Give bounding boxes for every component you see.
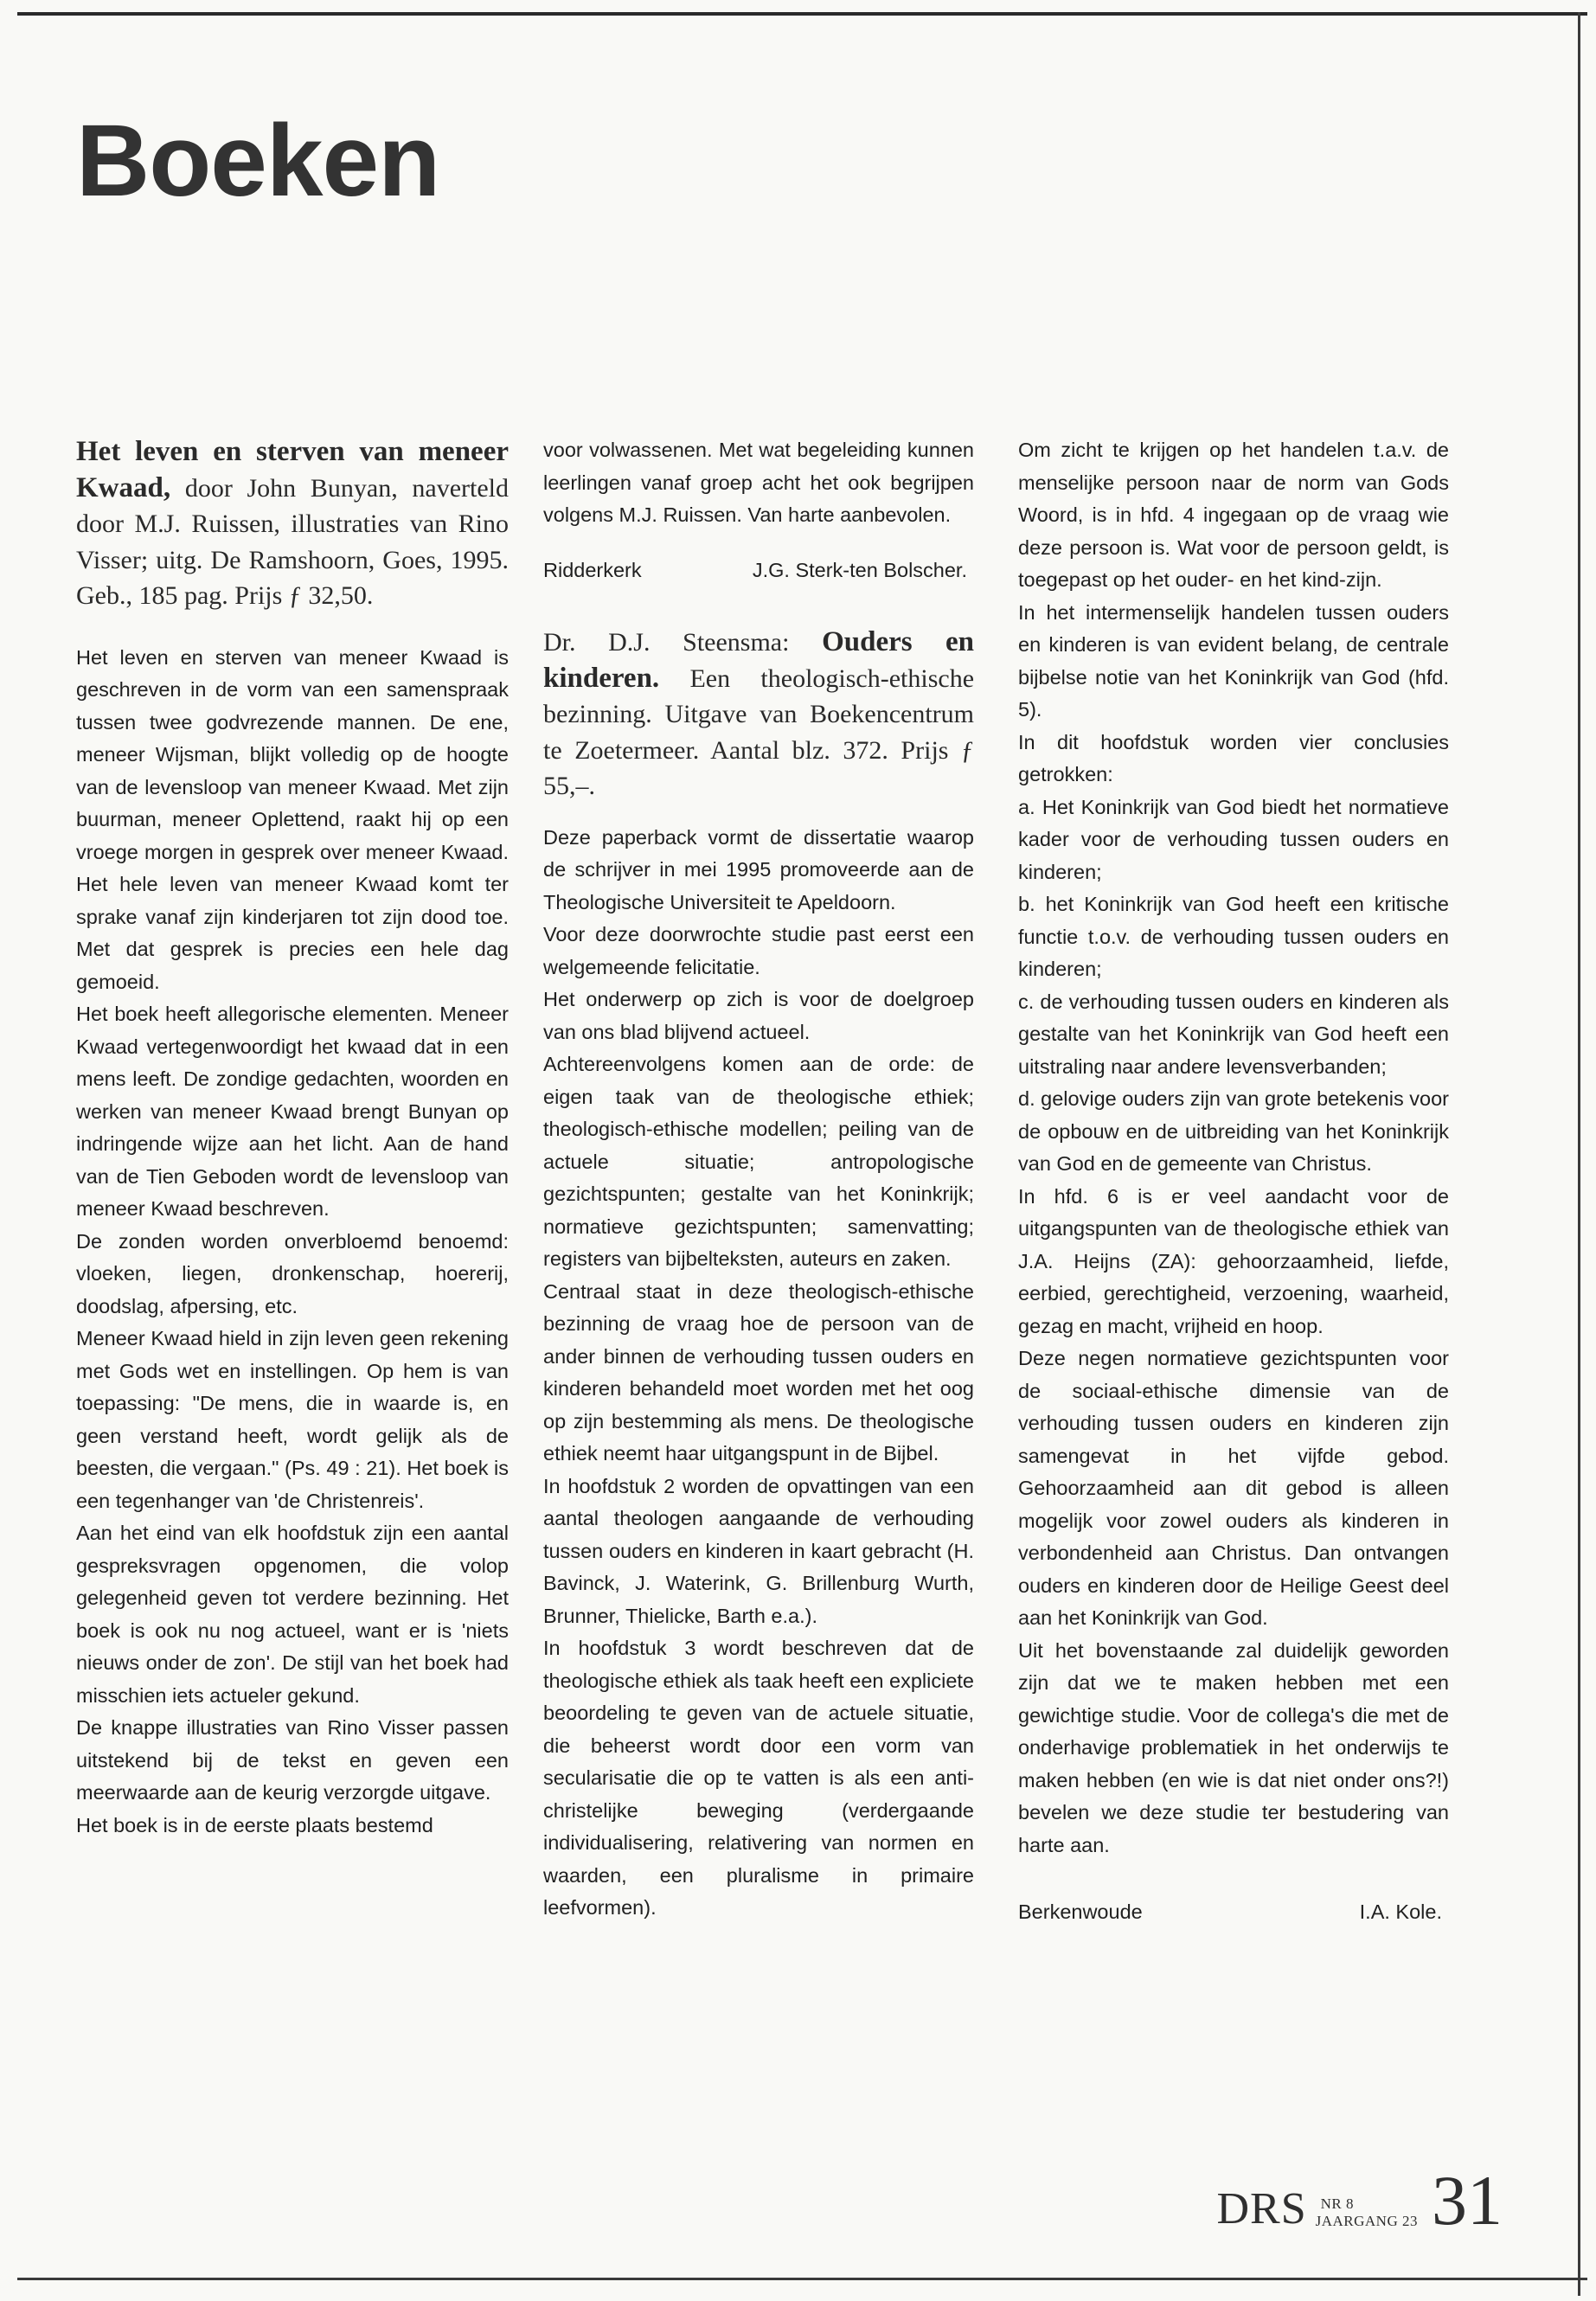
paragraph: b. het Koninkrijk van God heeft een kritische functie t.o.v. de verhouding tussen ouders en kinderen; bbox=[1018, 893, 1449, 980]
issue-meta bbox=[1316, 2195, 1418, 2230]
signature-place: Berkenwoude bbox=[1018, 1900, 1143, 1923]
paragraph: Uit het bovenstaande zal duidelijk geworden zijn dat we te maken hebben met een gewichtige studie. Voor de collega's die met de onderhavige problematiek in het onderwijs te maken hebben (en wie is dat niet onder ons?!) bevelen we deze studie ter bestudering van harte aan. bbox=[1018, 1638, 1449, 1856]
paragraph: a. Het Koninkrijk van God biedt het normatieve kader voor de verhouding tussen ouders en kinderen; bbox=[1018, 795, 1449, 883]
signature-name: J.G. Sterk-ten Bolscher. bbox=[752, 558, 967, 581]
paragraph: Om zicht te krijgen op het handelen t.a.v. de menselijke persoon naar de norm van Gods Woord, is in hfd. 4 ingegaan op de vraag wie deze persoon is. Wat voor de persoon geldt, is toegepast op het ouder- en het kind-zijn. bbox=[1018, 439, 1449, 591]
paragraph: In dit hoofdstuk worden vier conclusies getrokken: bbox=[1018, 730, 1449, 785]
review-1-body-col-1 bbox=[76, 642, 509, 1843]
paragraph: Aan het eind van elk hoofdstuk zijn een aantal gespreksvragen opgenomen, die volop gelegenheid geven tot verdere bezinning. Het boek is ook nu nog actueel, want er is 'niets nieuws onder de zon'. De stijl van het boek had misschien iets actueler gekund. bbox=[76, 1522, 509, 1707]
page-number: 31 bbox=[1432, 2161, 1503, 2240]
review-2-title: Ouders en kinderen. bbox=[543, 626, 975, 694]
review-1-header bbox=[76, 434, 509, 614]
paragraph: In hoofdstuk 3 wordt beschreven dat de theologische ethiek als taak heeft een expliciete beoordeling te geven van de actuele situatie, die beheerst wordt door een vorm van secularisatie die op te vatten is als een anti-christelijke beweging (verdergaande individualisering, relativering van normen en waarden, een pluralisme in primaire leefvormen). bbox=[543, 1637, 974, 1919]
paragraph: Centraal staat in deze theologisch-ethische bezinning de vraag hoe de persoon van de ander binnen de verhouding tussen ouders en kinderen behandeld moet worden met het oog op zijn bestemming als mens. De theologische ethiek neemt haar uitgangspunt in de Bijbel. bbox=[543, 1279, 974, 1465]
paragraph: Deze paperback vormt de dissertatie waarop de schrijver in mei 1995 promoveerde aan de Theologische Universiteit te Apeldoorn. bbox=[543, 825, 974, 913]
paragraph: De zonden worden onverbloemd benoemd: vloeken, liegen, dronkenschap, hoererij, doodslag, afpersing, etc. bbox=[76, 1229, 509, 1317]
page-footer bbox=[1216, 2161, 1503, 2240]
paragraph: Het boek is in de eerste plaats bestemd bbox=[76, 1813, 433, 1836]
column-1 bbox=[76, 434, 509, 1842]
paragraph: c. de verhouding tussen ouders en kinderen als gestalte van het Koninkrijk van God heeft een uitstraling naar andere levensverbanden; bbox=[1018, 990, 1449, 1078]
signature-name: I.A. Kole. bbox=[1359, 1900, 1442, 1923]
paragraph: Deze negen normatieve gezichtspunten voor de sociaal-ethische dimensie van de verhouding tussen ouders en kinderen zijn samengevat in het vijfde gebod. Gehoorzaamheid aan dit gebod is alleen mogelijk voor zowel ouders als kinderen in verbondenheid aan Christus. Dan ontvangen ouders en kinderen door de Heilige Geest deel aan het Koninkrijk van God. bbox=[1018, 1347, 1449, 1629]
paragraph: In hfd. 6 is er veel aandacht voor de uitgangspunten van de theologische ethiek van J.A. Heijns (ZA): gehoorzaamheid, liefde, eerbied, gerechtigheid, verzoening, waarheid, gezag en macht, vrijheid en hoop. bbox=[1018, 1184, 1449, 1337]
paragraph: In het intermenselijk handelen tussen ouders en kinderen is van evident belang, de centrale bijbelse notie van het Koninkrijk van God (hfd. 5). bbox=[1018, 600, 1449, 721]
paragraph: d. gelovige ouders zijn van grote betekenis voor de opbouw en de uitbreiding van het Koninkrijk van God en de gemeente van Christus. bbox=[1018, 1087, 1449, 1175]
paragraph: Het boek heeft allegorische elementen. Meneer Kwaad vertegenwoordigt het kwaad dat in een mens leeft. De zondige gedachten, woorden en werken van meneer Kwaad brengt Bunyan op indringende wijze aan het licht. Aan de hand van de Tien Geboden wordt de levensloop van meneer Kwaad beschreven. bbox=[76, 1003, 509, 1220]
paragraph: Het leven en sterven van meneer Kwaad is geschreven in de vorm van een samenspraak tussen twee godvrezende mannen. De ene, meneer Wijsman, blijkt volledig op de hoogte van de levensloop van meneer Kwaad. Met zijn buurman, meneer Oplettend, raakt hij op een vroege morgen in gesprek over meneer Kwaad. Het hele leven van meneer Kwaad komt ter sprake vanaf zijn kinderjaren tot zijn dood toe. Met dat gesprek is precies een hele dag gemoeid. bbox=[76, 645, 509, 993]
signature-place: Ridderkerk bbox=[543, 558, 642, 581]
review-2-body-col-2 bbox=[543, 822, 974, 1925]
review-2-signature bbox=[1018, 1896, 1449, 1929]
volume-label: JAARGANG 23 bbox=[1315, 2213, 1418, 2229]
paragraph: Het onderwerp op zich is voor de doelgroep van ons blad blijvend actueel. bbox=[543, 988, 974, 1043]
paragraph: Meneer Kwaad hield in zijn leven geen rekening met Gods wet en instellingen. Op hem is van toepassing: "De mens, die in waarde is, en geen verstand heeft, wordt gelijk als de beesten, die vergaan." (Ps. 49 : 21). Het boek is een tegenhanger van 'de Christenreis'. bbox=[76, 1327, 509, 1512]
review-2-body-col-3 bbox=[1018, 434, 1449, 1862]
paragraph: Voor deze doorwrochte studie past eerst een welgemeende felicitatie. bbox=[543, 923, 974, 978]
section-title: Boeken bbox=[76, 104, 440, 218]
paragraph: voor volwassenen. Met wat begeleiding kunnen leerlingen vanaf groep acht het ook begrijpen volgens M.J. Ruissen. Van harte aanbevolen. bbox=[543, 439, 974, 526]
paragraph: In hoofdstuk 2 worden de opvattingen van een aantal theologen aangaande de verhouding tussen ouders en kinderen in kaart gebracht (H. Bavinck, J. Waterink, G. Brillenburg Wurth, Brunner, Thielicke, Barth e.a.). bbox=[543, 1474, 974, 1627]
column-3 bbox=[1018, 434, 1449, 1929]
magazine-brand: DRS bbox=[1216, 2184, 1307, 2234]
paragraph: Achtereenvolgens komen aan de orde: de eigen taak van de theologische ethiek; theologisch-ethische modellen; peiling van de actuele situatie; antropologische gezichtspunten; gestalte van het Koninkrijk; normatieve gezichtspunten; samenvatting; registers van bijbelteksten, auteurs en zaken. bbox=[543, 1053, 974, 1270]
review-1-title: Het leven en sterven van meneer Kwaad, bbox=[76, 436, 509, 503]
right-border-rule bbox=[1578, 12, 1580, 2296]
review-2-citation: Een theologisch-ethische bezinning. Uitgave van Boekencentrum te Zoetermeer. Aantal blz. 372. Prijs ƒ 55,–. bbox=[543, 663, 975, 800]
bottom-border-rule bbox=[17, 2278, 1587, 2280]
review-2-header bbox=[543, 625, 974, 804]
review-2-author: Dr. D.J. Steensma: bbox=[543, 628, 790, 657]
review-1-body-col-2 bbox=[543, 434, 974, 532]
column-2 bbox=[543, 434, 974, 1925]
review-1-citation: door John Bunyan, naverteld door M.J. Ruissen, illustraties van Rino Visser; uitg. De Ramshoorn, Goes, 1995. Geb., 185 pag. Prijs ƒ 32,50. bbox=[76, 473, 509, 610]
review-1-signature bbox=[543, 554, 974, 587]
issue-number: NR 8 bbox=[1320, 2195, 1354, 2212]
paragraph: De knappe illustraties van Rino Visser passen uitstekend bij de tekst en geven een meerwaarde aan de keurig verzorgde uitgave. bbox=[76, 1716, 509, 1804]
top-border-rule bbox=[17, 12, 1587, 16]
